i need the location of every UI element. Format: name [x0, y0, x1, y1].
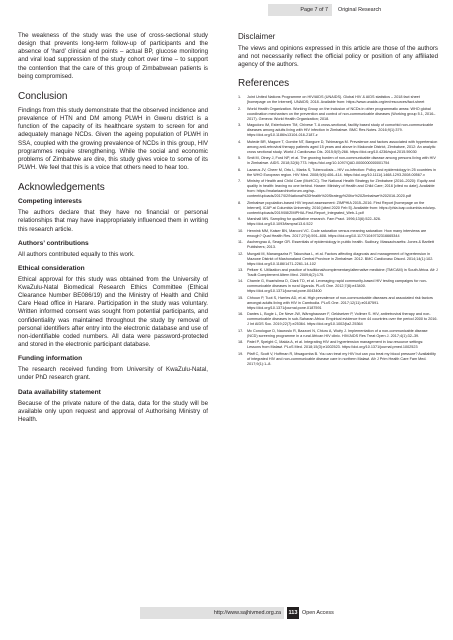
reference-item	[238, 340, 438, 350]
reference-text: Marshall MN. Sampling for qualitative research. Fam Pract. 1996;13(6):522–526. https://doi.org/10.1093/fampra/13.6.522	[247, 217, 382, 227]
reference-item	[238, 329, 438, 339]
left-column	[18, 32, 208, 424]
reference-text: Peltzer K. Utilization and practice of traditional/complementary/alternative medicine (TM/CAM) in South Africa. Afr J Tradit Complement Altern Med. 2009;6(2):175.	[247, 267, 438, 277]
funding-heading: Funding information	[18, 355, 83, 363]
reference-item	[238, 268, 438, 278]
reference-text: Aschengrau A, Seage GR. Essentials of epidemiology in public health. Sudbury, Massachusetts: Jones & Bartlett Publishers; 2013.	[247, 240, 434, 250]
reference-text: Mungati M, Manangazira P, Takundwa L, et al. Factors affecting diagnosis and management of hypertension in Mazowe District of Mashonaland Central Province in Zimbabwe: 2012. BMC Cardiovasc Disord. 2014;14(1):102. https://doi.org/10.1186/1471-2261-14-102	[247, 251, 434, 266]
reference-item	[238, 279, 438, 294]
reference-number: 11.	[238, 240, 243, 245]
reference-item	[238, 107, 438, 122]
reference-item	[238, 240, 438, 250]
reference-number: 8.	[238, 200, 242, 205]
page-number: 113	[287, 607, 299, 619]
reference-number: 17.	[238, 328, 244, 333]
reference-text: Ministry of Health and Child Care (MoHCC). The National Health Strategy for Zimbabwe (2016–2020): Equity and quality in health: leaving no one behind. Harare: Ministry of Health and Child Care; 2016 [cited no date]. Available from: https://malariaarchiveforum.org/wp-content/uploads/2017/02/National%20Health%20Strategy%20for%20Zimbabwe%202016-2020.pdf	[247, 179, 435, 199]
reference-text: Joint United Nations Programme on HIV/AIDS (UNAIDS). Global HIV & AIDS statistics – 2018 fact sheet [homepage on the Internet]. UNAIDS; 2018. Available from: https://www.unaids.org/en/resources/fact-sheet	[247, 95, 425, 105]
authors-contributions-paragraph: All authors contributed equally to this work.	[18, 250, 135, 258]
references-list	[238, 95, 438, 366]
conclusion-paragraph: Findings from this study demonstrate that the observed incidence and prevalence of HTN and DM among PLWH in Gweru district is a function of the capacity of its healthcare system to screen for and adequately manage NCDs. Given the ageing population of PLWH in SSA, coupled with the growing prevalence of NCDs in this group, HIV programmes require strengthening. While the social and economic problems of Zimbabwe are dire, this study gives voice to some of its PLWH. We feel that this is a voice that others need to hear too.	[18, 106, 208, 172]
reference-number: 16.	[238, 312, 244, 317]
reference-text: Dantes L, Bogle L, De Neve JW, Wärnghausser F, Geldsetzer P, Vollmer S. HIV, antiretroviral therapy and non-communicable diseases in sub-Saharan Africa: Empirical evidence from 44 countries over the period 2000 to 2016. J Int AIDS Soc. 2019;22(7):e25364. https://doi.org/10.1002/jia2.25364	[247, 312, 438, 327]
open-access-label: Open Access	[302, 610, 334, 616]
disclaimer-heading: Disclaimer	[238, 32, 276, 41]
reference-number: 1.	[238, 95, 242, 100]
reference-number: 9.	[238, 217, 242, 222]
reference-number: 10.	[238, 228, 244, 233]
reference-item	[238, 156, 438, 166]
article-type-label: Original Research	[338, 7, 382, 13]
data-availability-paragraph: Because of the private nature of the data, data for the study will be available only upon request and approval of Authorising Ministry of Health.	[18, 399, 208, 423]
reference-item	[238, 123, 438, 138]
authors-contributions-heading: Authors’ contributions	[18, 239, 89, 247]
reference-text: Lazarus JV, Cheer M, Ortu L, Marks S, Tuberculósis – HIV co-infection: Policy and epidemiology in 25 countries in the WHO European region. HIV Med. 2008;9(6):406–414. https://doi.org/10.1111/j.1468-1293.2008.00567.x	[247, 167, 436, 177]
funding-paragraph: The research received funding from University of KwaZulu-Natal, under PhD research grant.	[18, 366, 208, 382]
reference-item	[238, 201, 438, 216]
reference-text: Patel P, Speight C, Maida A, et al. Integrating HIV and hypertension management in low-resource settings: Lessons from Malawi. PLoS Med. 2018;15(3):e1002523. https://doi.org/10.1371/journal.pmed.1002523	[247, 340, 424, 350]
limitations-paragraph: The weakness of the study was the use of cross-sectional study design that prevents long-term follow-up of participants and the absence of ‘hard’ clinical end points – actual BP, glucose monitoring and viral load suppression of the study cohort over time – to support the contention that the care of this group of Zimbabwean patients is being compromised.	[18, 32, 208, 80]
right-column	[238, 32, 438, 368]
competing-interests-heading: Competing interests	[18, 198, 82, 206]
reference-item	[238, 95, 438, 105]
journal-url-link[interactable]: http://www.sajhivmed.org.za	[140, 607, 284, 619]
reference-item	[238, 352, 438, 367]
reference-text: World Health Organization. Working Group on the inclusion of NCDs in other programmatic areas: WHO global coordination mechanism on the prevention and control of non-communicable diseases (Working group 5.1, 2016–2017). Geneva: World Health Organization; 2018.	[247, 106, 436, 121]
reference-item	[238, 296, 438, 311]
reference-number: 13.	[238, 267, 244, 272]
reference-text: Mc Conologue D, Nauroslo R, Bazzoni N, Chiuru A, Wuëy J. Implementation of a non-communicable disease (NCD) screening programme in a rural African HIV clinic. HIV/AIDS Res Treat Open J. 2017;4(1):32–39.	[247, 328, 428, 338]
reference-item	[238, 140, 438, 155]
reference-item	[238, 179, 438, 199]
reference-text: Zimbabwe population-based HIV impact assessment: ZIMPHIA 2015–2016. First Report [homepage on the Internet]. ICAP at Columbia University; 2016 [cited 2020 Feb 5]. Available from: https://phia.icap.columbia.edu/wp-content/uploads/2019/08/ZIMPHIA-First-Report_Integrated_Web-1.pdf	[247, 200, 436, 215]
reference-number: 2.	[238, 106, 242, 111]
reference-item	[238, 229, 438, 239]
reference-text: Chamie G, Kwarisiima D, Clark TD, et al. Leveraging rapid community-based HIV testing campaigns for non-communicable diseases in rural Uganda. PLoS One. 2012;7(8):e43400. https://doi.org/10.1371/journal.pone.0043400	[247, 279, 428, 294]
conclusion-heading: Conclusion	[18, 90, 68, 102]
reference-number: 6.	[238, 167, 242, 172]
reference-text: Pfaff C, Scott V, Hoffman R, Mwagomba B. You can treat my HIV but can you treat my blood pressure? Availability of integrated HIV and non-communicable disease care in northern Malawi. Afr J Prim Health Care Fam Med. 2017;9(1):1–8.	[247, 351, 436, 366]
reference-item	[238, 312, 438, 327]
reference-item	[238, 217, 438, 227]
reference-number: 12.	[238, 251, 244, 256]
references-heading: References	[238, 78, 290, 90]
reference-number: 15.	[238, 295, 244, 300]
ethical-consideration-paragraph: Ethical approval for this study was obtained from the University of KwaZulu-Natal Biomedical Research Ethics Committee (Ethical Clearance Number BE086/19) and the Ministry of Health and Child Care Head office in Harare. Participation in the study was voluntary. Written informed consent was sought from potential participants, and confidentiality was maintained throughout the study by removal of personal identifiers after entry into the electronic database and use of non-identifiable coded numbers. All data were password-protected and stored in the electronic participant database.	[18, 275, 208, 349]
reference-number: 3.	[238, 123, 242, 128]
page-footer	[0, 606, 453, 620]
acknowledgements-heading: Acknowledgements	[18, 182, 105, 194]
reference-number: 4.	[238, 139, 242, 144]
reference-item	[238, 168, 438, 178]
reference-number: 7.	[238, 179, 242, 184]
page-header	[0, 0, 453, 20]
reference-number: 19.	[238, 351, 244, 356]
data-availability-heading: Data availability statement	[18, 388, 101, 396]
reference-number: 18.	[238, 340, 244, 345]
reference-text: Mutede BR, Magure T, Gombe NT, Bangure D, Tshimanga M. Prevalence and factors associated with hypertension among anti-retroviral therapy patients aged 15 years and above in Makonde District, Zimbabwe, 2012: An analytic cross sectional study. World J Cardiovasc Dis. 2015;5(9):266. https://doi.org/10.4236/wjcd.2015.59030	[247, 139, 438, 154]
reference-text: Hennink MM, Kaiser BN, Marconi VC. Code saturation versus meaning saturation: How many interviews are enough? Qual Health Res. 2017;27(4):591–608. https://doi.org/10.1177/1049732316665344	[247, 228, 427, 238]
page-indicator: Page 7 of 7	[268, 4, 332, 16]
reference-item	[238, 252, 438, 267]
ethical-consideration-heading: Ethical consideration	[18, 264, 85, 272]
reference-text: Chhoun P, Tuot S, Harries AD, et al. High prevalence of non-communicable diseases and associated risk factors amongst adults living with HIV in Cambodia. PLoS One. 2017;12(11):e0187591. https://doi.org/10.1371/journal.pone.0187591	[247, 295, 433, 310]
reference-number: 14.	[238, 279, 244, 284]
reference-text: Magodoro IM, Esterhuizen TM, Chivese T. A cross-sectional, facility based study of comorbid non-communicable diseases among adults living with HIV infection in Zimbabwe. BMC Res Notes. 2016;9(1):379. https://doi.org/10.1186/s13104-016-2187-z	[247, 123, 434, 138]
competing-interests-paragraph: The authors declare that they have no financial or personal relationships that may have inappropriately influenced them in writing this research article.	[18, 209, 208, 233]
disclaimer-paragraph: The views and opinions expressed in this article are those of the authors and not necessarily reflect the official policy or position of any affiliated agency of the authors.	[238, 45, 438, 69]
reference-text: Smit M, Olney J, Ford NP, et al. The growing burden of non-communicable disease among persons living with HIV in Zimbabwe. AIDS. 2018;32(6):773. https://doi.org/10.1097/QAD.0000000000001754	[247, 156, 436, 166]
reference-number: 5.	[238, 156, 242, 161]
